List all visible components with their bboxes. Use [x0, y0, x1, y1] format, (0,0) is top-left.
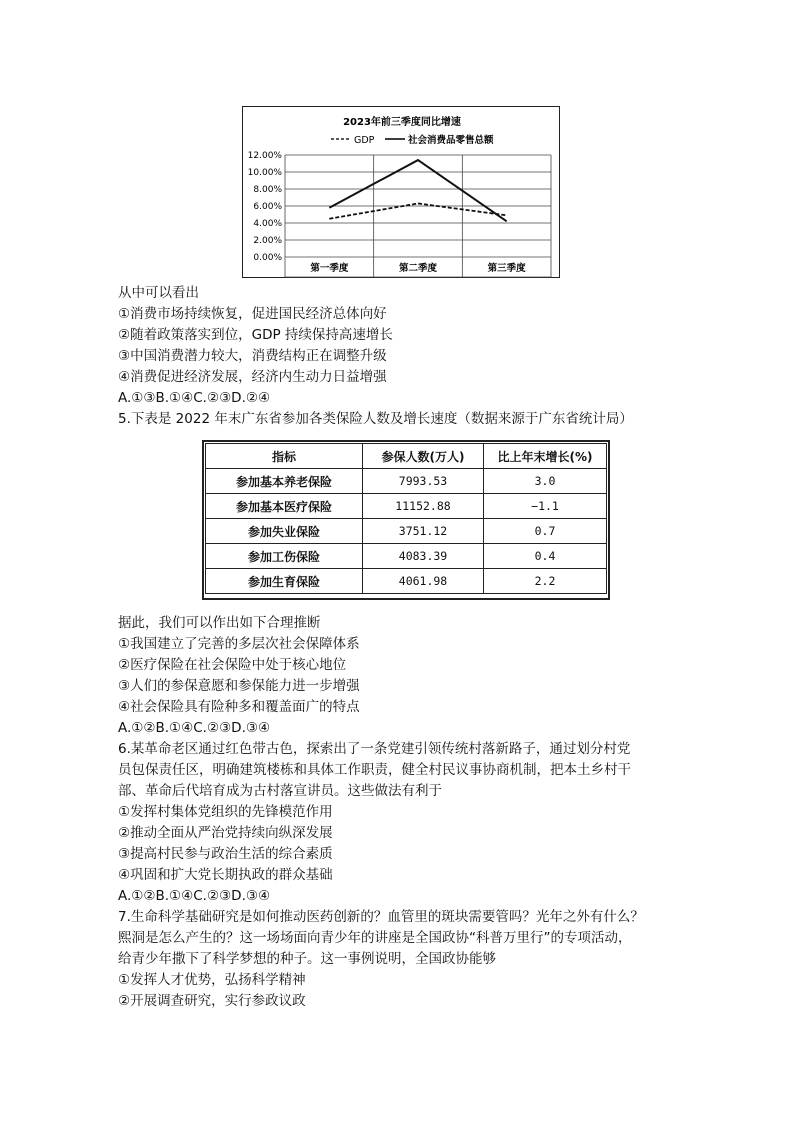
q6-option-4: ④巩固和扩大党长期执政的群众基础 [118, 867, 333, 883]
q6-option-3: ③提高村民参与政治生活的综合素质 [118, 846, 333, 862]
q4-option-4: ④消费促进经济发展，经济内生动力日益增强 [118, 369, 387, 385]
q6-stem-line-2: 员包保责任区，明确建筑楼栋和具体工作职责，健全村民议事协商机制，把本土乡村干 [118, 762, 631, 778]
q6-stem-line-3: 部、革命后代培育成为古村落宣讲员。这些做法有利于 [118, 783, 442, 799]
q7-option-1: ①发挥人才优势，弘扬科学精神 [118, 972, 306, 988]
insurance-table [205, 443, 607, 594]
table-cell: 参加基本医疗保险 [206, 494, 363, 519]
y-tick-label: 10.00% [247, 168, 282, 178]
table-header: 比上年末增长(%) [484, 444, 607, 469]
table-cell: 11152.88 [363, 494, 484, 519]
table-header-row [206, 444, 607, 469]
table-cell: 4061.98 [363, 569, 484, 594]
q4-block [118, 283, 633, 430]
y-tick-label: 4.00% [253, 219, 282, 229]
q6-option-2: ②推动全面从严治党持续向纵深发展 [118, 825, 333, 841]
table-cell: 4083.39 [363, 544, 484, 569]
q7-stem-line-1: 7.生命科学基础研究是如何推动医药创新的？血管里的斑块需要管吗？光年之外有什么？ [118, 909, 644, 925]
q4-intro: 从中可以看出 [118, 285, 199, 301]
q4-option-1: ①消费市场持续恢复，促进国民经济总体向好 [118, 306, 387, 322]
q5-intro: 据此，我们可以作出如下合理推断 [118, 615, 321, 631]
table-cell: 0.4 [484, 544, 607, 569]
table-cell: 0.7 [484, 519, 607, 544]
chart-title: 2023年前三季度同比增速 [343, 117, 461, 128]
q6-stem-line-1: 6.某革命老区通过红色带古色，探索出了一条党建引领传统村落新路子，通过划分村党 [118, 741, 631, 757]
x-tick-label: 第一季度 [310, 263, 349, 274]
q7-stem-line-2: 熙洞是怎么产生的？这一场场面向青少年的讲座是全国政协“科普万里行”的专项活动， [118, 930, 632, 946]
q6-answers: A.①②B.①④C.②③D.③④ [118, 888, 271, 904]
table-cell: 参加失业保险 [206, 519, 363, 544]
table-cell: 7993.53 [363, 469, 484, 494]
q7-stem-line-3: 给青少年撒下了科学梦想的种子。这一事例说明，全国政协能够 [118, 951, 496, 967]
table-cell: 3.0 [484, 469, 607, 494]
q5-stem: 5.下表是 2022 年末广东省参加各类保险人数及增长速度（数据来源于广东省统计局） [118, 411, 633, 427]
table-row [206, 469, 607, 494]
q4-option-3: ③中国消费潜力较大，消费结构正在调整升级 [118, 348, 387, 364]
q4-answers: A.①③B.①④C.②③D.②④ [118, 390, 271, 406]
q7-option-2: ②开展调查研究，实行参政议政 [118, 993, 306, 1009]
y-tick-label: 2.00% [253, 236, 282, 246]
q5-option-4: ④社会保险具有险种多和覆盖面广的特点 [118, 699, 360, 715]
q5-option-2: ②医疗保险在社会保险中处于核心地位 [118, 657, 347, 673]
q4-option-2: ②随着政策落实到位，GDP 持续保持高速增长 [118, 327, 393, 343]
y-tick-label: 0.00% [253, 253, 282, 263]
y-tick-label: 12.00% [247, 151, 282, 161]
table-row [206, 569, 607, 594]
q5-answers: A.①②B.①④C.②③D.③④ [118, 720, 271, 736]
table-row [206, 544, 607, 569]
y-tick-label: 6.00% [253, 202, 282, 212]
legend-retail-label: 社会消费品零售总额 [408, 135, 494, 146]
table-header: 指标 [206, 444, 363, 469]
growth-chart [242, 106, 560, 278]
x-tick-label: 第二季度 [398, 263, 438, 274]
q6-option-1: ①发挥村集体党组织的先锋模范作用 [118, 804, 333, 820]
q5-option-3: ③人们的参保意愿和参保能力进一步增强 [118, 678, 360, 694]
table-cell: 参加生育保险 [206, 569, 363, 594]
table-header: 参保人数(万人) [363, 444, 484, 469]
q5-q7-block [118, 613, 644, 1012]
table-row [206, 519, 607, 544]
table-cell: 参加工伤保险 [206, 544, 363, 569]
table-cell: 2.2 [484, 569, 607, 594]
x-tick-label: 第三季度 [487, 263, 526, 274]
table-row [206, 494, 607, 519]
table-cell: −1.1 [484, 494, 607, 519]
growth-chart-svg [243, 107, 561, 279]
table-cell: 参加基本养老保险 [206, 469, 363, 494]
q5-option-1: ①我国建立了完善的多层次社会保障体系 [118, 636, 360, 652]
y-tick-label: 8.00% [253, 185, 282, 195]
table-cell: 3751.12 [363, 519, 484, 544]
legend-gdp-label: GDP [354, 135, 375, 146]
